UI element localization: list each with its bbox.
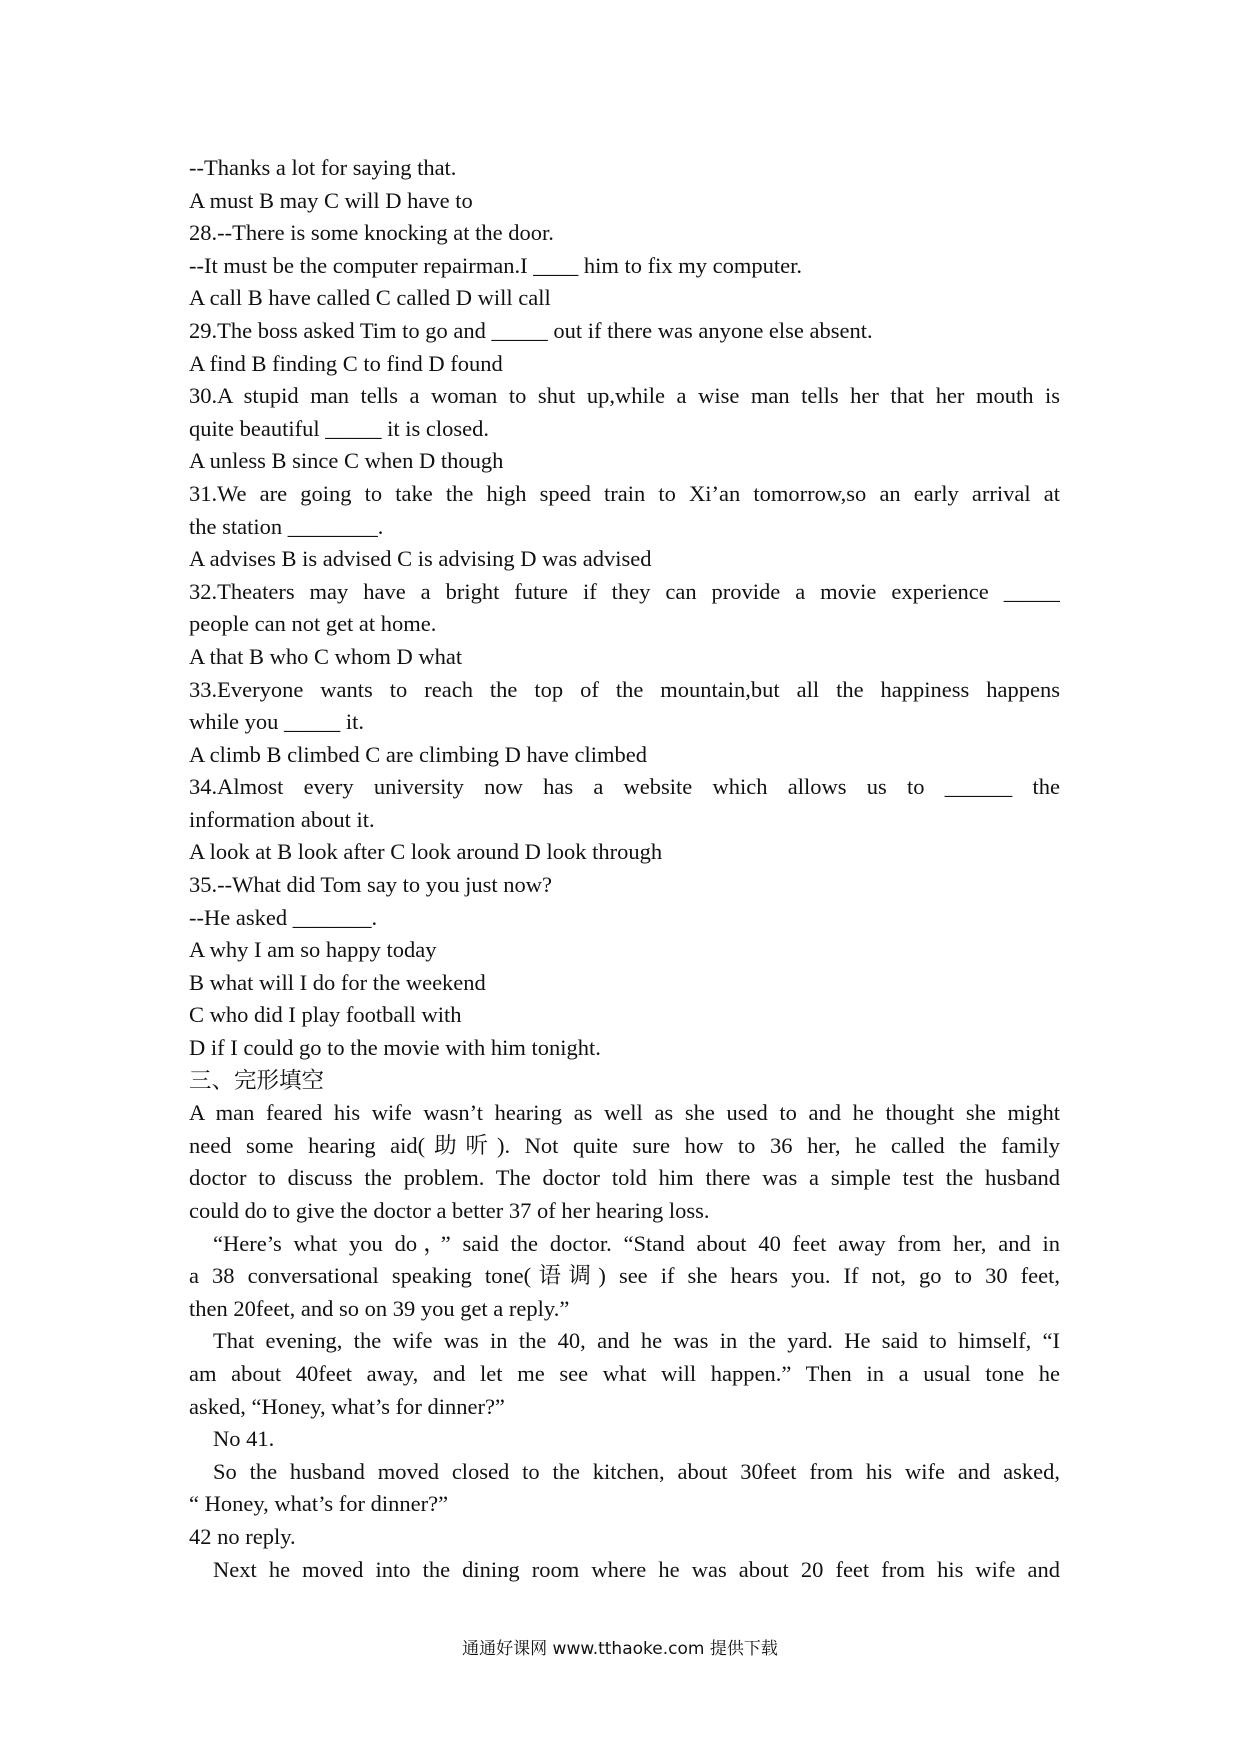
text-line: while you _____ it. <box>189 709 364 735</box>
text-line: A look at B look after C look around D look through <box>189 839 663 865</box>
text-line: 33.Everyone wants to reach the top of the mountain,but all the happiness happens <box>189 676 1060 702</box>
text-line: A advises B is advised C is advising D was advised <box>189 546 652 572</box>
text-line: A unless B since C when D though <box>189 448 504 474</box>
text-line: “Here’s what you do，” said the doctor. “Stand about 40 feet away from her, and in <box>213 1230 1060 1256</box>
text-line: need some hearing aid(助听). Not quite sure how to 36 her, he called the family <box>189 1132 1060 1158</box>
text-line: B what will I do for the weekend <box>189 969 486 995</box>
text-line: --Thanks a lot for saying that. <box>189 155 457 180</box>
text-line: A that B who C whom D what <box>189 643 463 669</box>
text-line: A find B finding C to find D found <box>189 350 503 376</box>
text-line: then 20feet, and so on 39 you get a reply.” <box>189 1295 570 1321</box>
text-line: A man feared his wife wasn’t hearing as well as she used to and he thought she might <box>189 1100 1060 1126</box>
text-line: “ Honey, what’s for dinner?” <box>189 1491 449 1517</box>
text-line: Next he moved into the dining room where he was about 20 feet from his wife and <box>213 1556 1060 1582</box>
text-line: That evening, the wife was in the 40, and he was in the yard. He said to himself, “I <box>213 1328 1060 1354</box>
text-line: information about it. <box>189 806 375 832</box>
text-line: 34.Almost every university now has a website which allows us to ______ the <box>189 774 1060 800</box>
text-line: 31.We are going to take the high speed train to Xi’an tomorrow,so an early arrival at <box>189 480 1060 506</box>
text-line: 42 no reply. <box>189 1523 296 1549</box>
page-footer: 通通好课网 www.tthaoke.com 提供下载 <box>462 1639 778 1659</box>
text-line: a 38 conversational speaking tone(语调) see if she hears you. If not, go to 30 feet, <box>189 1263 1060 1289</box>
text-line: --It must be the computer repairman.I ____ him to fix my computer. <box>189 252 802 278</box>
text-line: people can not get at home. <box>189 611 437 637</box>
text-line: doctor to discuss the problem. The doctor told him there was a simple test the husband <box>189 1165 1060 1191</box>
text-line: A why I am so happy today <box>189 937 437 963</box>
text-line: So the husband moved closed to the kitchen, about 30feet from his wife and asked, <box>213 1458 1060 1484</box>
text-line: 三、完形填空 <box>189 1067 325 1093</box>
text-line: am about 40feet away, and let me see what will happen.” Then in a usual tone he <box>189 1360 1060 1386</box>
text-line: A climb B climbed C are climbing D have climbed <box>189 741 648 767</box>
text-line: 28.--There is some knocking at the door. <box>189 220 554 246</box>
text-line: asked, “Honey, what’s for dinner?” <box>189 1393 505 1419</box>
text-line: 30.A stupid man tells a woman to shut up,while a wise man tells her that her mouth is <box>189 383 1060 409</box>
text-line: No 41. <box>213 1426 275 1452</box>
text-line: 35.--What did Tom say to you just now? <box>189 872 552 898</box>
text-line: --He asked _______. <box>189 904 378 930</box>
text-line: A must B may C will D have to <box>189 187 473 213</box>
text-line: A call B have called C called D will call <box>189 285 551 311</box>
text-line: C who did I play football with <box>189 1002 462 1028</box>
text-line: the station ________. <box>189 513 384 539</box>
text-line: quite beautiful _____ it is closed. <box>189 415 489 441</box>
text-line: 32.Theaters may have a bright future if they can provide a movie experience _____ <box>189 578 1060 604</box>
text-line: could do to give the doctor a better 37 of her hearing loss. <box>189 1198 710 1223</box>
text-line: 29.The boss asked Tim to go and _____ out if there was anyone else absent. <box>189 317 873 343</box>
text-line: D if I could go to the movie with him tonight. <box>189 1035 601 1061</box>
document-body <box>189 152 1060 1586</box>
